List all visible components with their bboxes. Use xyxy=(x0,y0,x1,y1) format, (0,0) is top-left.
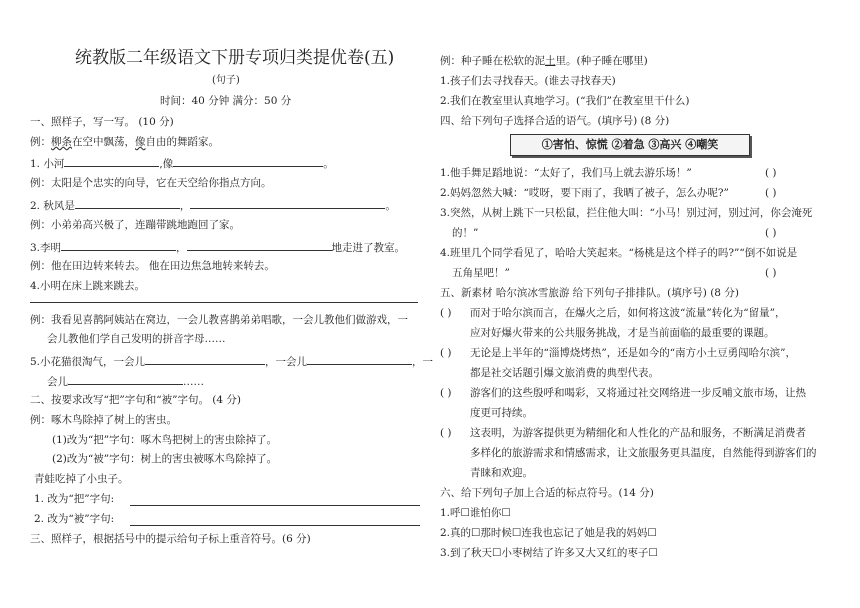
section-1-example-4: 例：他在田边转来转去。 他在田边焦急地转来转去。 xyxy=(30,260,275,272)
section-5-item-b-cont: 都是社交话题引爆文旅消费的典型代表。 xyxy=(470,367,659,379)
section-1-example-5-line-2: 会儿教他们学自己发明的拼音字母…… xyxy=(47,333,226,345)
answer-blank[interactable] xyxy=(64,155,159,167)
section-1-example-3: 例：小弟弟高兴极了，连蹦带跳地跑回了家。 xyxy=(30,219,240,231)
section-5-item-d: ( ) 这表明，为游客提供更为精细化和人性化的产品和服务，不断满足消费者 xyxy=(440,427,806,439)
page-title: 统教版二年级语文下册专项归类提优卷(五) xyxy=(75,48,395,68)
section-3-heading: 三、照样子，根据括号中的提示给句子标上重音符号。(6 分) xyxy=(30,533,311,545)
answer-paren[interactable]: ( ) xyxy=(765,227,777,239)
section-6-question-2: 2.真的☐那时候☐连我也忘记了她是我的妈妈☐ xyxy=(440,527,657,539)
section-4-question-2: 2.妈妈忽然大喊：“哎呀，要下雨了，我晒了被子，怎么办呢?” xyxy=(440,187,729,199)
answer-paren[interactable]: ( ) xyxy=(440,427,452,439)
answer-line[interactable] xyxy=(30,302,418,303)
section-1-question-4: 4.小明在床上跳来跳去。 xyxy=(30,280,146,292)
answer-paren[interactable]: ( ) xyxy=(765,267,777,279)
section-3-question-1: 1.孩子们去寻找春天。(谁去寻找春天) xyxy=(440,75,616,87)
section-4-heading: 四、给下列句子选择合适的语气。(填序号) (8 分) xyxy=(440,115,670,127)
section-5-item-c: ( ) 游客们的这些殷呼和喝彩，又将通过社交网络进一步反哺文旅市场，让热 xyxy=(440,387,806,399)
section-3-example: 例：种子睡在松软的泥土里。(种子睡在哪里) xyxy=(440,55,648,67)
section-2-example-bei: (2)改为“被”字句：树上的害虫被啄木鸟除掉了。 xyxy=(52,453,278,465)
section-1-example-2: 例：太阳是个忠实的向导，它在天空给你指点方向。 xyxy=(30,177,272,189)
section-1-question-5: 5.小花猫很淘气，一会儿 ，一会儿 ，一 xyxy=(30,353,433,369)
example-highlight-2: 像 xyxy=(135,136,146,148)
exam-meta: 时间：40 分钟 满分：50 分 xyxy=(160,95,292,107)
tone-options-box: ①害怕、惊慌 ②着急 ③高兴 ④嘲笑 xyxy=(510,134,750,156)
section-4-question-3-line-1: 3.突然，从树上跳下一只松鼠，拦住他大叫：“小马！别过河，别过河，你会淹死 xyxy=(440,207,813,219)
answer-blank[interactable] xyxy=(68,373,183,385)
answer-blank[interactable] xyxy=(190,197,385,209)
section-5-item-c-cont: 度更可持续。 xyxy=(470,407,533,419)
answer-paren[interactable]: ( ) xyxy=(765,187,777,199)
section-5-item-d-cont-1: 多样化的旅游需求和情感需求，让文旅服务更具温度，自然能得到游客们的 xyxy=(470,447,817,459)
section-6-question-1: 1.呼☐谁怕你☐ xyxy=(440,507,511,519)
answer-paren[interactable]: ( ) xyxy=(440,307,452,319)
answer-line[interactable] xyxy=(130,525,420,526)
section-2-sentence: 青蛙吃掉了小虫子。 xyxy=(34,473,129,485)
section-5-item-d-cont-2: 青睐和欢迎。 xyxy=(470,467,533,479)
answer-paren[interactable]: ( ) xyxy=(440,347,452,359)
answer-blank[interactable] xyxy=(187,239,332,251)
section-5-heading: 五、新素材 哈尔滨冰雪旅游 给下列句子排排队。(填序号) (8 分) xyxy=(440,287,739,299)
section-2-example: 例：啄木鸟除掉了树上的害虫。 xyxy=(30,414,177,426)
answer-blank[interactable] xyxy=(173,155,323,167)
section-1-question-2: 2. 秋风是 ， 。 xyxy=(30,197,396,213)
answer-paren[interactable]: ( ) xyxy=(440,387,452,399)
answer-blank[interactable] xyxy=(307,353,412,365)
section-1-example-1: 例：柳条在空中飘荡，像自由的舞蹈家。 xyxy=(30,136,219,148)
section-2-example-ba: (1)改为“把”字句：啄木鸟把树上的害虫除掉了。 xyxy=(52,434,278,446)
section-1-heading: 一、照样子，写一写。 (10 分) xyxy=(30,116,174,128)
section-3-question-2: 2.我们在教室里认真地学习。(“我们”在教室里干什么) xyxy=(440,95,690,107)
answer-blank[interactable] xyxy=(75,197,180,209)
example-highlight-1: 柳条 xyxy=(51,136,72,148)
section-2-question-2: 2. 改为“被”字句: xyxy=(34,513,115,525)
section-4-question-1: 1.他手舞足蹈地说：“太好了，我们马上就去游乐场！” xyxy=(440,167,692,179)
section-5-item-a: ( ) 而对于哈尔滨而言，在爆火之后，如何将这波“流量”转化为“留量”， xyxy=(440,307,786,319)
section-1-question-3: 3.李明 ， 地走进了教室。 xyxy=(30,239,405,255)
section-1-question-1: 1. 小河 ,像 。 xyxy=(30,155,334,171)
section-1-example-5-line-1: 例：我看见喜鹊阿姨站在窝边，一会儿教喜鹊弟弟唱歌，一会儿教他们做游戏，一 xyxy=(30,314,408,326)
page-subtitle: (句子) xyxy=(212,75,240,86)
answer-line[interactable] xyxy=(130,505,420,506)
section-2-question-1: 1. 改为“把”字句: xyxy=(34,493,115,505)
section-1-question-5-cont: 会儿 …… xyxy=(47,373,204,389)
section-5-item-b: ( ) 无论是上半年的“淄博烧烤热”，还是如今的“南方小土豆勇闯哈尔滨”， xyxy=(440,347,796,359)
answer-paren[interactable]: ( ) xyxy=(765,167,777,179)
section-4-question-3-line-2: 的！” xyxy=(452,227,479,239)
section-6-question-3: 3.到了秋天☐小枣树结了许多又大又红的枣子☐ xyxy=(440,547,658,559)
section-2-heading: 二、按要求改写“把”字句和“被”字句。 (4 分) xyxy=(30,394,242,406)
stress-mark: 土 xyxy=(545,55,556,67)
section-6-heading: 六、给下列句子加上合适的标点符号。(14 分) xyxy=(440,487,654,499)
answer-blank[interactable] xyxy=(61,239,176,251)
answer-blank[interactable] xyxy=(145,353,265,365)
section-4-question-4-line-2: 五角星吧！” xyxy=(452,267,510,279)
section-5-item-a-cont: 应对好爆火带来的公共服务挑战，才是当前面临的最重要的课题。 xyxy=(470,327,775,339)
section-4-question-4-line-1: 4.班里几个同学看见了，哈哈大笑起来。“杨桃是这个样子的吗?”“倒不如说是 xyxy=(440,247,798,259)
